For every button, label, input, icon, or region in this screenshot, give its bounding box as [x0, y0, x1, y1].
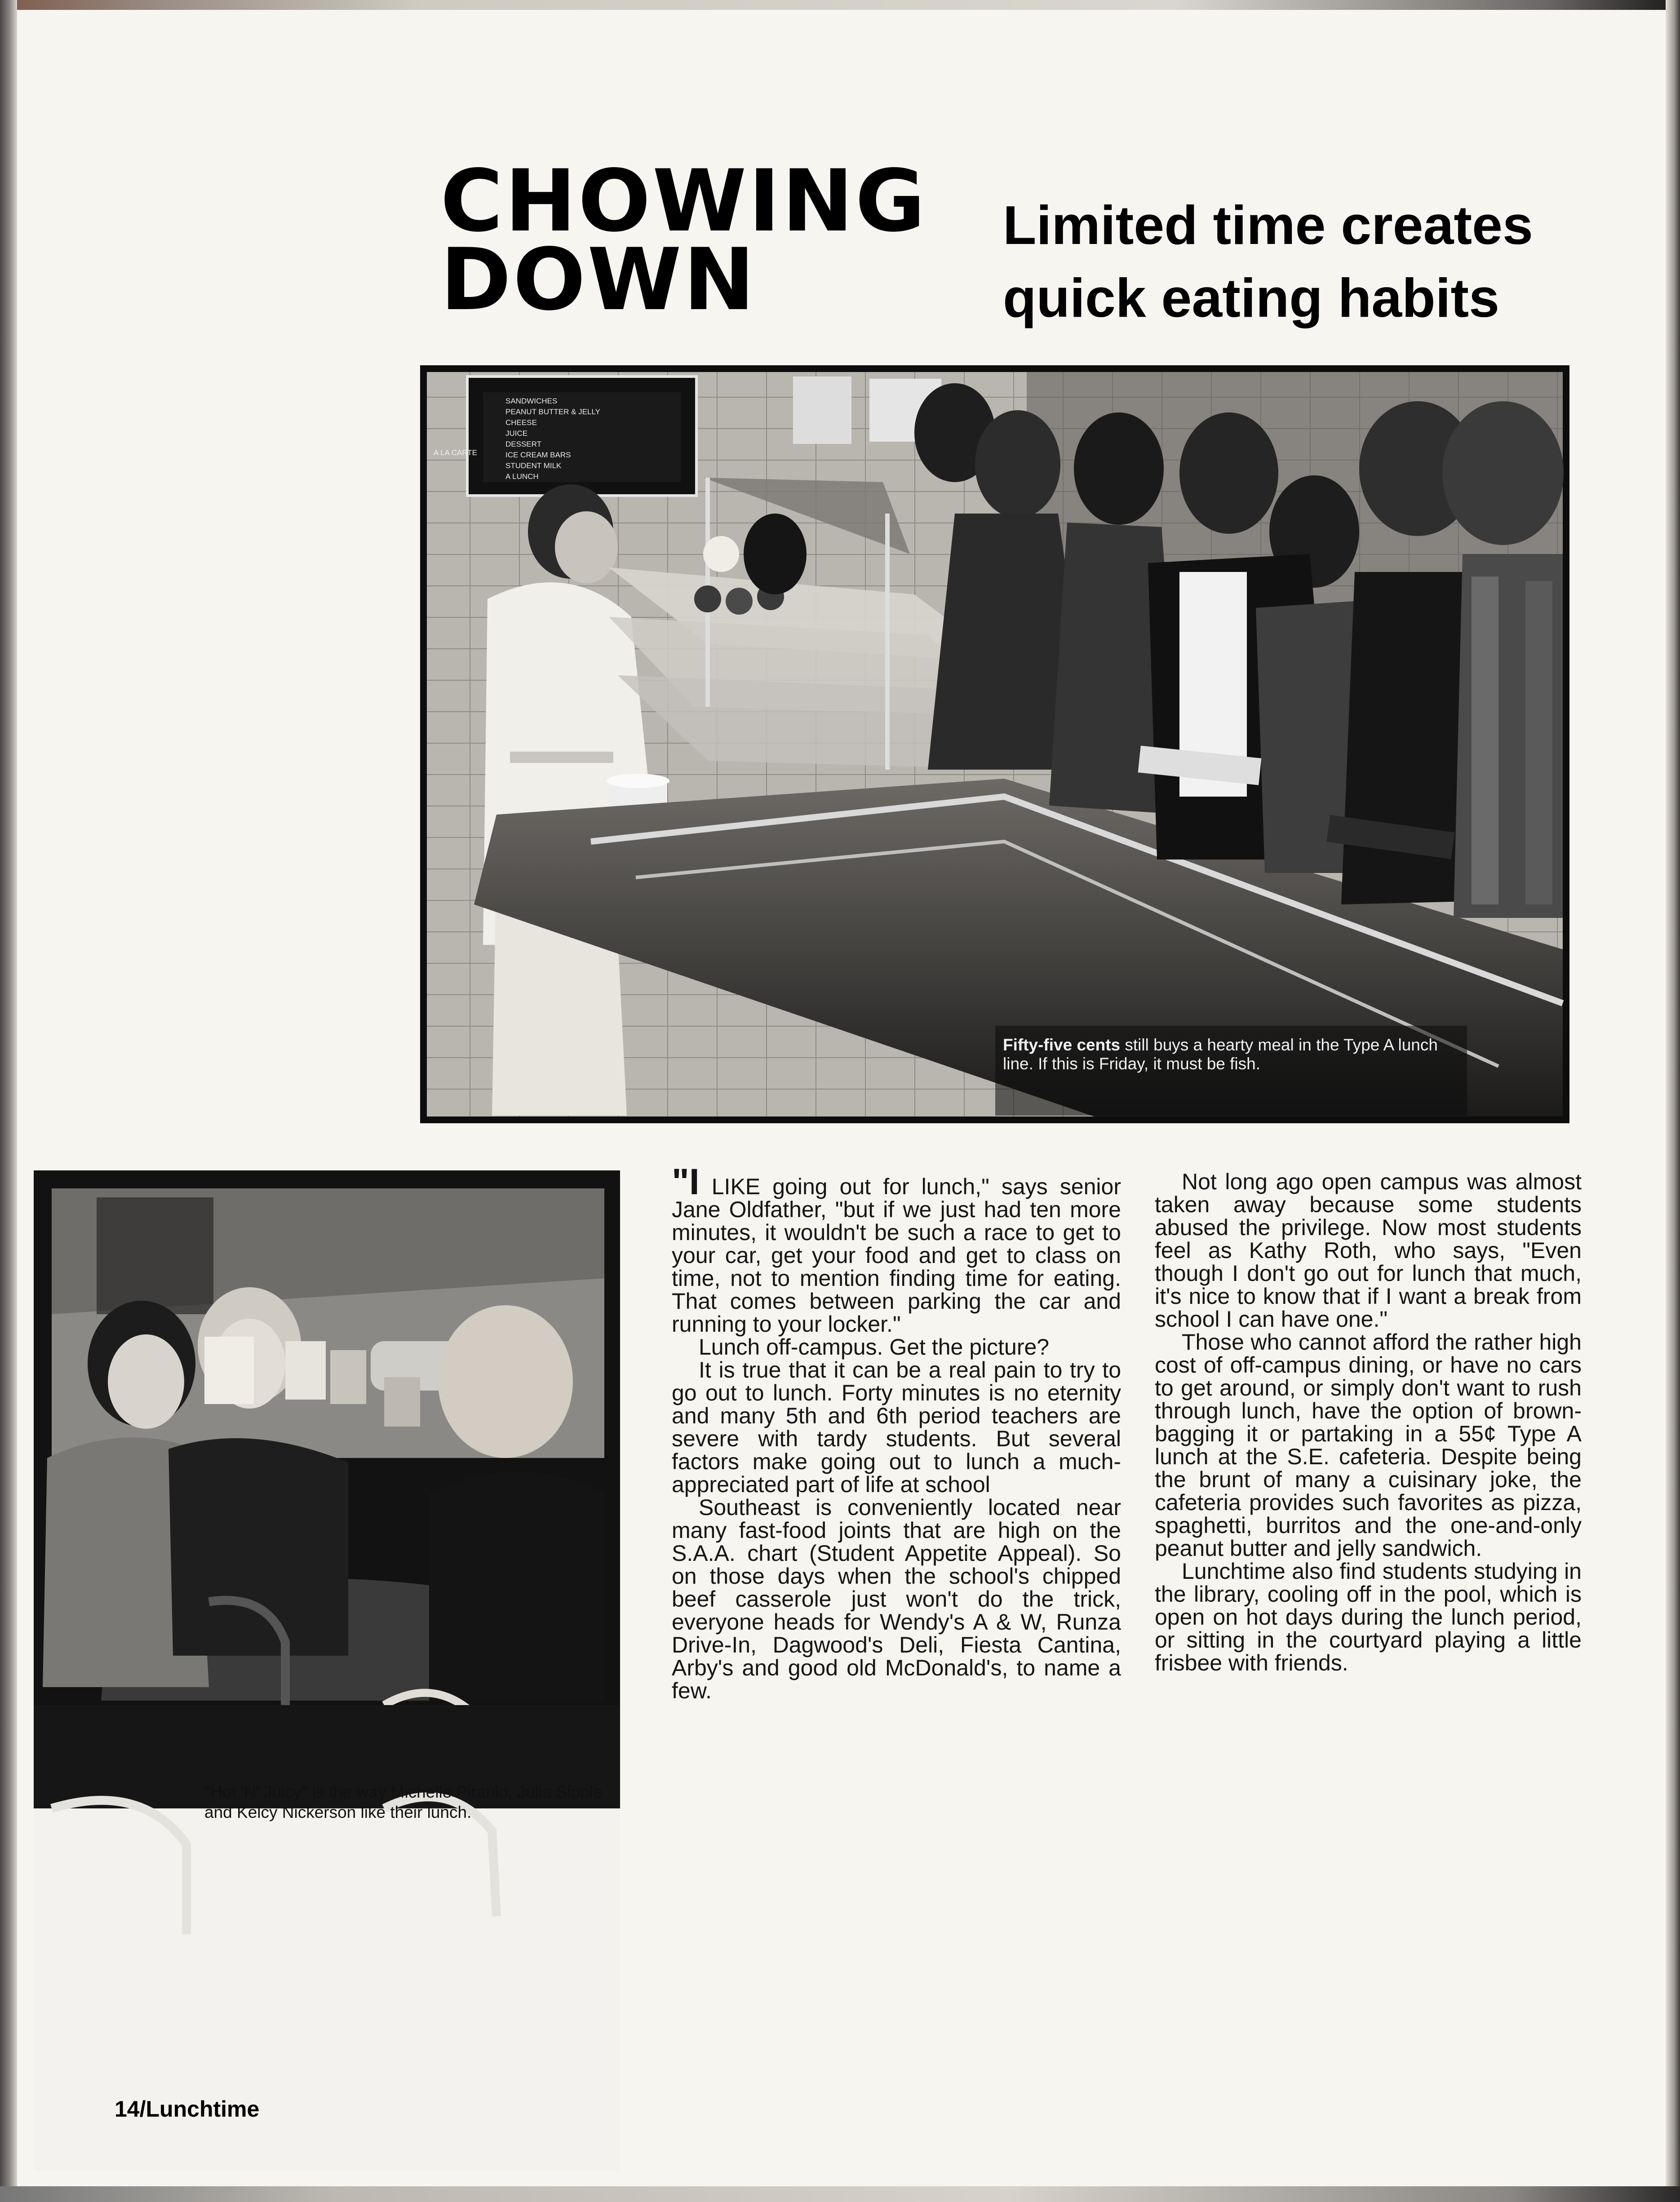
menu-board-item: SANDWICHES [505, 397, 558, 405]
cafeteria-photo-illustration [420, 365, 1569, 1123]
restaurant-photo-illustration [34, 1170, 620, 2171]
menu-left-label: A LA CARTE [434, 448, 478, 457]
article-paragraph-1-text: LIKE going out for lunch," says senior Jane Oldfather, "but if we just had ten more minutes, it wouldn't be such a race to get to your car, get your food and get to class on time, not to mention finding time for eating. That comes between parking the car and running to your locker." [672, 1174, 1121, 1337]
cafeteria-lunch-line-photo [420, 365, 1569, 1123]
caption-lead-bold: Fifty-five cents [1003, 1036, 1121, 1054]
article-paragraph-5: Not long ago open campus was almost taken away because some students abused the privilege. Now most students feel as Kathy Roth, who says, "Even though I don't go out for lunch that much, it's nice to know that if I want a break from school I can have one." [1155, 1169, 1582, 1332]
subhead-line-1: Limited time creates [1003, 195, 1533, 256]
subhead-line-2: quick eating habits [1003, 267, 1499, 328]
menu-board-item: ICE CREAM BARS [505, 451, 571, 459]
article-paragraph-4: Southeast is conveniently located near many fast-food joints that are high on the S.A.A. chart (Student Appetite Appeal). So on those days when the school's chipped beef casserole just won't do the trick, everyone heads for Wendy's A & W, Runza Drive-In, Dagwood's Deli, Fiesta Cantina, Arby's and good old McDonald's, to name a few. [672, 1495, 1121, 1703]
menu-board-item: PEANUT BUTTER & JELLY [505, 408, 600, 416]
menu-board-item: A LUNCH [505, 472, 539, 481]
article-column-1 [672, 1161, 1121, 1703]
restaurant-toast-photo [34, 1170, 620, 2171]
caption-body: still buys a hearty meal in the Type A lunch line. If this is Friday, it must be fish. [1003, 1036, 1438, 1073]
menu-board-item: DESSERT [505, 440, 541, 448]
book-binding [0, 0, 17, 2202]
article-paragraph-1 [672, 1161, 1121, 1337]
menu-board-item: STUDENT MILK [505, 461, 562, 470]
main-photo-caption [1003, 1036, 1452, 1073]
page-bottom-edge [0, 2186, 1680, 2202]
article-paragraph-3: It is true that it can be a real pain to try to go out to lunch. Forty minutes is no eternity and many 5th and 6th period teachers are severe with tardy students. But several factors make going out to lunch a much-appreciated part of life at school [672, 1357, 1121, 1497]
headline-line-1: CHOWING [440, 151, 927, 251]
headline-line-2: DOWN [440, 230, 757, 329]
headline [440, 151, 953, 329]
left-photo-caption: "Hot 'N' Juicy" is the way Michelle Piranio, Julia Sipple and Kelcy Nickerson like their lunch. [204, 1783, 603, 1821]
page-top-edge [0, 0, 1680, 10]
menu-board-item: CHEESE [505, 418, 537, 427]
article-column-2 [1155, 1170, 1582, 1675]
page-folio: 14/Lunchtime [115, 2096, 260, 2122]
drop-cap: "I [672, 1161, 700, 1202]
page-right-edge [1666, 0, 1680, 2202]
menu-board-item: JUICE [505, 429, 528, 438]
article-paragraph-6: Those who cannot afford the rather high cost of off-campus dining, or have no cars to get around, or simply don't want to rush through lunch, have the option of brown-bagging it or partaking in a 55¢ Type A lunch at the S.E. cafeteria. Despite being the brunt of many a cuisinary joke, the cafeteria provides such favorites as pizza, spaghetti, burritos and the one-and-only peanut butter and jelly sandwich. [1155, 1329, 1582, 1561]
subheadline [1003, 189, 1623, 334]
article-paragraph-7: Lunchtime also find students studying in the library, cooling off in the pool, which is open on hot days during the lunch period, or sitting in the courtyard playing a little frisbee with friends. [1155, 1559, 1582, 1675]
article-paragraph-2: Lunch off-campus. Get the picture? [699, 1334, 1050, 1360]
